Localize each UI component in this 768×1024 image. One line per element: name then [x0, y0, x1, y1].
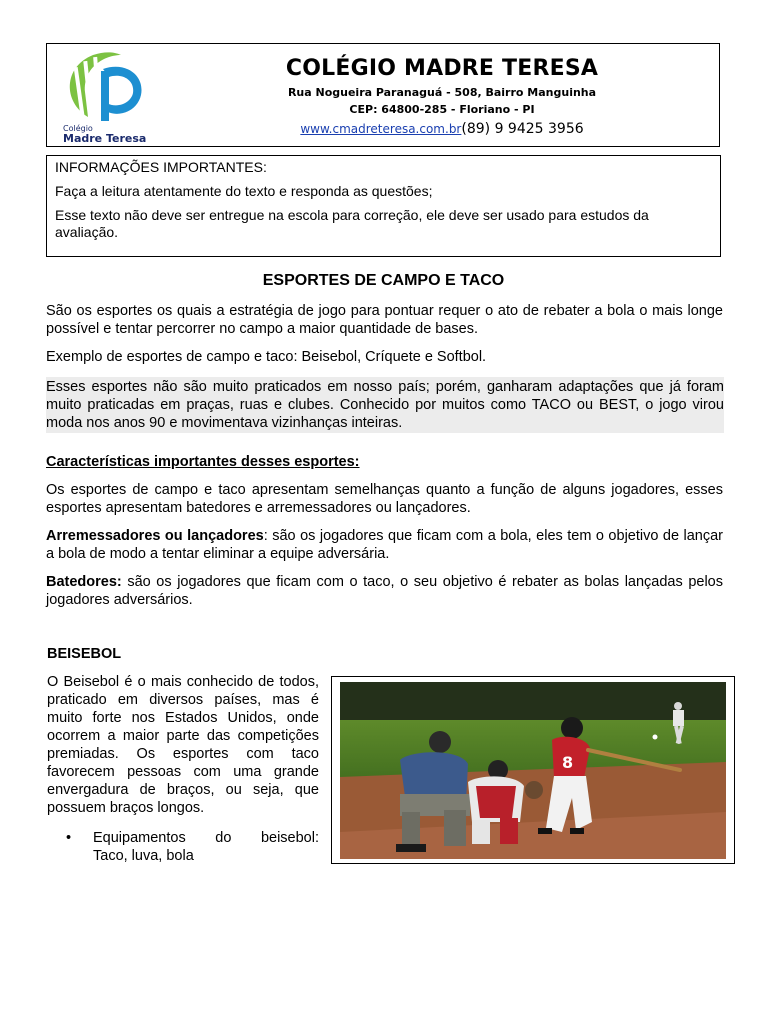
- info-heading: INFORMAÇÕES IMPORTANTES:: [55, 159, 267, 175]
- info-line-2: Esse texto não deve ser entregue na escola para correção, ele deve ser usado para estudos da avaliação.: [55, 207, 649, 240]
- equipment-word-1: Equipamentos: [93, 830, 186, 846]
- pitchers-definition: : são os jogadores que ficam com a bola, eles tem o objetivo de lançar a bola de modo a tentar eliminar a equipe adversária.: [46, 528, 723, 562]
- article-title: ESPORTES DE CAMPO E TACO: [262, 272, 505, 289]
- contact-line: [160, 121, 724, 137]
- equipment-word-2: do: [215, 830, 232, 846]
- pitchers-term: Arremessadores ou lançadores: [46, 528, 264, 544]
- beisebol-paragraph: O Beisebol é o mais conhecido de todos, praticado em diversos países, mas é muito forte nos Estados Unidos, onde ocorrem a maior parte das competições premiadas. Os esportes com taco favorecem pessoas com uma grande envergadura de braços, ou seja, que possuem braços longos.: [47, 674, 319, 816]
- baseball-photo: [340, 682, 726, 859]
- batter-jersey-number: 8: [562, 753, 574, 772]
- equipment-line-2: Taco, luva, bola: [93, 848, 194, 864]
- highlighted-paragraph: [46, 377, 724, 433]
- paragraph-batters: [46, 573, 723, 609]
- section-heading-characteristics: Características importantes desses esportes:: [46, 454, 360, 470]
- address-line-2: CEP: 64800-285 - Floriano - PI: [349, 103, 535, 116]
- beisebol-heading: BEISEBOL: [47, 646, 122, 662]
- baseball-ball: [653, 735, 658, 740]
- photo-trees: [340, 682, 726, 722]
- equipment-word-3: beisebol:: [260, 830, 319, 846]
- info-line-1: Faça a leitura atentamente do texto e responda as questões;: [55, 183, 433, 199]
- batters-definition: são os jogadores que ficam com o taco, o seu objetivo é rebater as bolas lançadas pelos jogadores adversários.: [46, 574, 723, 608]
- paragraph-examples: Exemplo de esportes de campo e taco: Beisebol, Críquete e Softbol.: [46, 349, 487, 365]
- equipment-line-1: [93, 829, 319, 847]
- paragraph-similarities: Os esportes de campo e taco apresentam semelhanças quanto a função de alguns jogadores, esses esportes apresentam batedores e arremessadores ou lançadores.: [46, 482, 723, 516]
- address-line-1: Rua Nogueira Paranaguá - 508, Bairro Manguinha: [287, 86, 597, 99]
- phone-number: (89) 9 9425 3956: [461, 121, 584, 137]
- paragraph-pitchers: [46, 527, 723, 563]
- bullet-icon: •: [66, 830, 72, 846]
- logo-label-small: Colégio: [63, 124, 93, 133]
- info-box: [46, 155, 721, 257]
- batters-term: Batedores:: [46, 574, 122, 590]
- paragraph-definition: São os esportes os quais a estratégia de jogo para pontuar requer o ato de rebater a bola o mais longe possível e tentar percorrer no campo a maior quantidade de bases.: [46, 303, 723, 337]
- equipment-text: [93, 829, 319, 865]
- school-name: COLÉGIO MADRE TERESA: [285, 56, 599, 81]
- logo-label-large: Madre Teresa: [63, 132, 147, 144]
- website-link[interactable]: www.cmadreteresa.com.br: [300, 122, 462, 136]
- paragraph-adaptations: Esses esportes não são muito praticados em nosso país; porém, ganharam adaptações que já foram muito praticadas em praças, ruas e clubes. Conhecido por muitos como TACO ou BEST, o jogo virou moda nos anos 90 e movimentava vizinhanças inteiras.: [46, 379, 724, 431]
- logo-blue-swirl: [101, 67, 142, 121]
- school-logo: [53, 47, 158, 144]
